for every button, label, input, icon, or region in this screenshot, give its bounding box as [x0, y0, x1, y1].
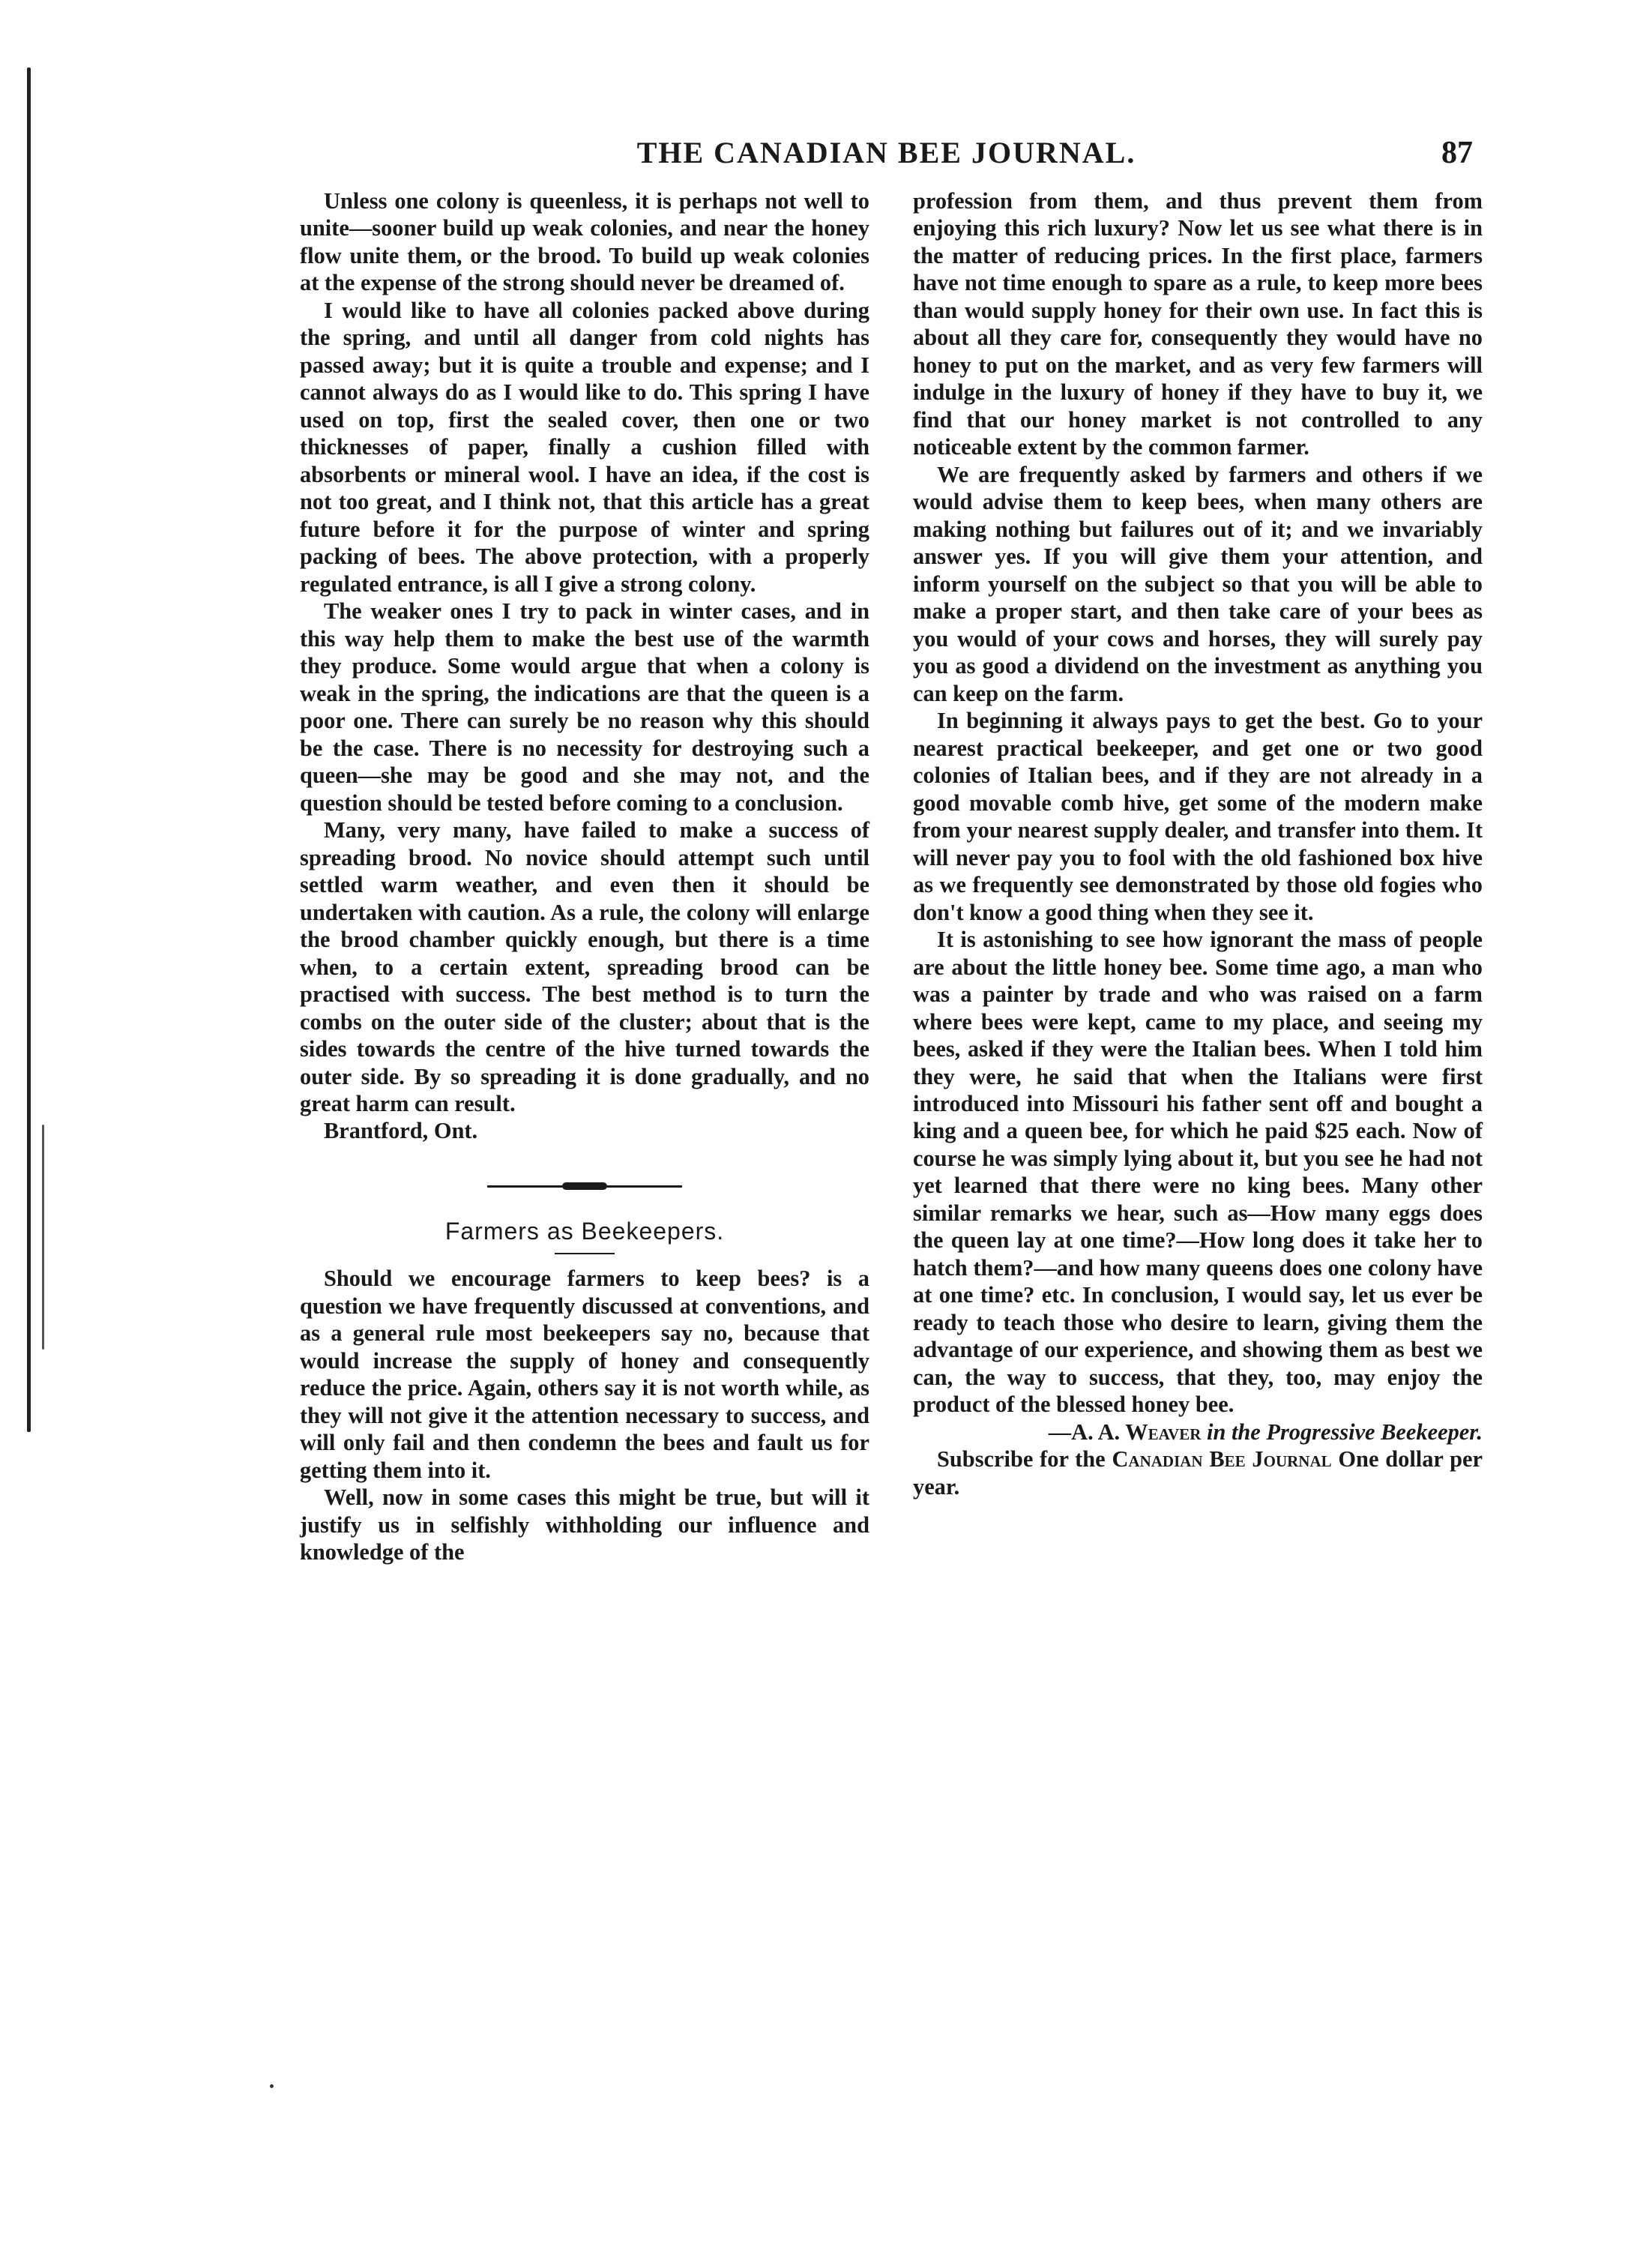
subscribe-text: Subscribe for the	[937, 1446, 1112, 1473]
article-paragraph: We are frequently asked by farmers and others if we would advise them to keep bees, when many others are making nothing but failures out of it; and we invariably answer yes. If you will give them your attention, and inform yourself on the subject so that you will be able to make a proper start, and then take care of your bees as you would of your cows and horses, they will surely pay you as good a dividend on the investment as anything you can keep on the farm.	[913, 461, 1483, 706]
scan-binding-edge	[27, 67, 31, 1432]
right-column	[913, 187, 1483, 1500]
subscribe-price: One dollar per year.	[913, 1446, 1483, 1499]
article-paragraph-continued: profession from them, and thus prevent them from enjoying this rich luxury? Now let us see what there is in the matter of reducing prices. In the first place, farmers have not time enough to spare as a rule, to keep more bees than would supply honey for their own use. In fact this is about all they care for, consequently they would have no honey to put on the market, and as very few farmers will indulge in the luxury of honey if they have to buy it, we find that our honey market is not controlled to any noticeable extent by the common farmer.	[913, 188, 1483, 460]
article-paragraph: In beginning it always pays to get the best. Go to your nearest practical beekeeper, and get one or two good colonies of Italian bees, and if they are not already in a good movable comb hive, get some of the modern make from your nearest supply dealer, and transfer into them. It will never pay you to fool with the old fashioned box hive as we frequently see demonstrated by those old fogies who don't know a good thing when they see it.	[913, 708, 1483, 925]
heading-rule	[555, 1253, 615, 1254]
subscribe-journal-name: Canadian Bee Journal	[1112, 1446, 1332, 1473]
subscribe-notice	[913, 1446, 1483, 1500]
article-signature	[913, 1419, 1483, 1446]
running-title: THE CANADIAN BEE JOURNAL.	[636, 136, 1136, 169]
article-paragraph: I would like to have all colonies packed above during the spring, and until all danger from cold nights has passed away; but it is quite a trouble and expense; and I cannot always do as I would like to do. This spring I have used on top, first the sealed cover, then one or two thicknesses of paper, finally a cushion filled with absorbents or mineral wool. I have an idea, if the cost is not too great, and I think not, that this article has a great future before it for the purpose of winter and spring packing of bees. The above protection, with a properly regulated entrance, is all I give a strong colony.	[300, 297, 869, 597]
article-paragraph: Unless one colony is queenless, it is perhaps not well to unite—sooner build up weak colonies, and near the honey flow unite them, or the brood. To build up weak colonies at the expense of the strong should never be dreamed of.	[300, 188, 869, 296]
section-heading: Farmers as Beekeepers.	[444, 1217, 725, 1245]
article-paragraph: It is astonishing to see how ignorant the mass of people are about the little honey bee. Some time ago, a man who was a painter by trade and who was raised on a farm where bees were kept, came to my place, and seeing my bees, asked if they were the Italian bees. When I told him they were, he said that when the Italians were first introduced into Missouri his father sent off and bought a king and a queen bee, for which he paid $25 each. Now of course he was simply lying about it, but you see he had not yet learned that there were no king bees. Many other similar remarks we hear, such as—How many eggs does the queen lay at one time?—How long does it take her to hatch them?—and how many queens does one colony have at one time? etc. In conclusion, I would say, let us ever be ready to teach those who desire to learn, giving them the advantage of our experience, and showing them as best we can, the way to success, that they, too, may enjoy the product of the blessed honey bee.	[913, 927, 1483, 1418]
article-paragraph: The weaker ones I try to pack in winter cases, and in this way help them to make the best use of the warmth they produce. Some would argue that when a colony is weak in the spring, the indications are that the queen is a poor one. There can surely be no reason why this should be the case. There is no necessity for destroying such a queen—she may be good and she may not, and the question should be tested before coming to a conclusion.	[300, 598, 869, 816]
page-number: 87	[1441, 136, 1473, 170]
author-place: Brantford, Ont.	[324, 1118, 478, 1144]
scan-speck	[270, 2084, 274, 2088]
left-column	[300, 187, 869, 1566]
scan-binding-mark	[42, 1125, 44, 1350]
signature-source: in the Progressive Beekeeper.	[1207, 1419, 1483, 1445]
article-paragraph: Well, now in some cases this might be true, but will it justify us in selfishly withholding our influence and knowledge of the	[300, 1485, 869, 1565]
signature-name: —A. A. Weaver	[1048, 1419, 1202, 1445]
article-paragraph: Should we encourage farmers to keep bees? is a question we have frequently discussed at conventions, and as a general rule most beekeepers say no, because that would increase the supply of honey and consequently reduce the price. Again, others say it is not worth while, as they will not give it the attention necessary to success, and will only fail and then condemn the bees and fault us for getting them into it.	[300, 1266, 869, 1483]
section-divider-ornament	[487, 1181, 682, 1191]
page-header	[300, 135, 1473, 180]
article-paragraph: Many, very many, have failed to make a success of spreading brood. No novice should attempt such until settled warm weather, and even then it should be undertaken with caution. As a rule, the colony will enlarge the brood chamber quickly enough, but there is a time when, to a certain extent, spreading brood can be practised with success. The best method is to turn the combs on the outer side of the cluster; about that is the sides towards the centre of the hive turned towards the outer side. By so spreading it is done gradually, and no great harm can result.	[300, 817, 869, 1116]
